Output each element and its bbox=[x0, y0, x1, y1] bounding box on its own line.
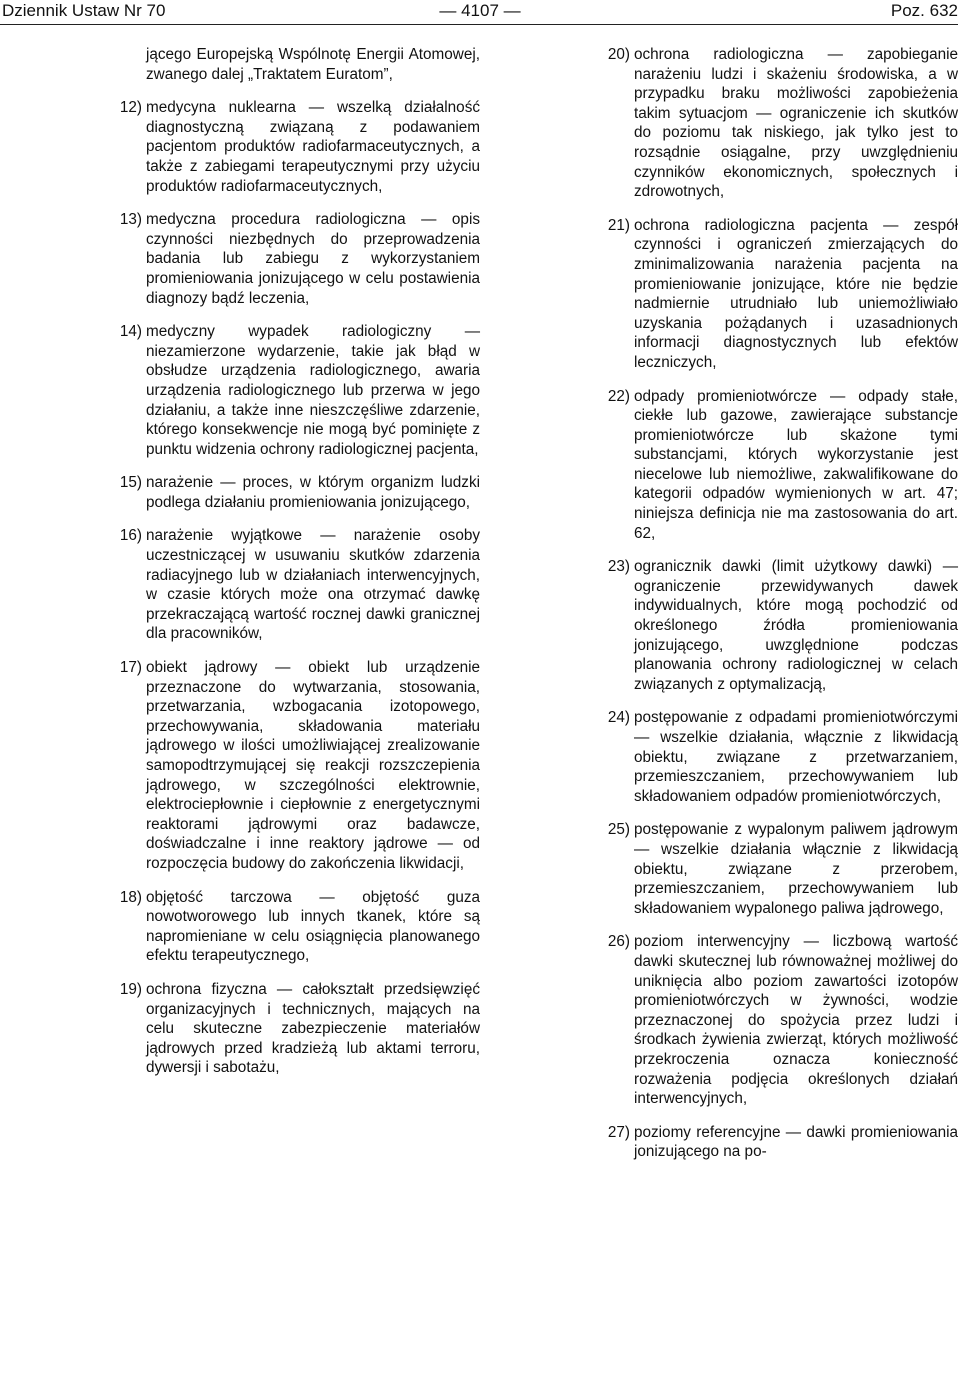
item-number: 26) bbox=[607, 933, 630, 951]
left-column bbox=[102, 45, 480, 1092]
item-text: ochrona radiologiczna pacjenta — zespół czynności i ograniczeń zmierzających do zminimalizowania narażenia pacjenta na promieniowanie jonizujące, które nie będzie nadmiernie utrudniało lub uniemożliwiało uzyskania pożądanych i uzasadnionych informacji diagnostycznych lub efektów leczniczych, bbox=[634, 216, 958, 371]
definition-item bbox=[590, 1123, 958, 1162]
item-text: narażenie wyjątkowe — narażenie osoby uczestniczącej w usuwaniu skutków zdarzenia radiacyjnego lub w działaniach interwencyjnych, w czasie których może ona otrzymać dawkę przekraczającą wartość rocznej dawki granicznej dla pracowników, bbox=[146, 527, 480, 643]
item-text: narażenie — proces, w którym organizm ludzki podlega działaniu promieniowania jonizującego, bbox=[146, 474, 480, 511]
item-text: medyczny wypadek radiologiczny — niezamierzone wydarzenie, takie jak błąd w obsłudze urządzenia radiologicznego, awaria urządzenia radiologicznego lub przerwa w jego działaniu, a także inne nieszczęśliwe zdarzenie, którego konsekwencje nie mogą być pominięte z punktu widzenia ochrony radiologicznej pacjenta, bbox=[146, 323, 480, 458]
definition-item bbox=[102, 888, 480, 966]
item-number: 18) bbox=[119, 888, 142, 906]
item-text: postępowanie z odpadami promieniotwórczymi — wszelkie działania, włącznie z likwidacją obiektu, związane z przetwarzaniem, przemieszczaniem, przechowywaniem lub składowaniem odpadów promieniotwórczych, bbox=[634, 709, 958, 805]
position-number: Poz. 632 bbox=[890, 1, 958, 20]
item-text: poziomy referencyjne — dawki promieniowania jonizującego na po- bbox=[634, 1123, 958, 1161]
item-text: ochrona fizyczna — całokształt przedsięwzięć organizacyjnych i technicznych, mających na celu skuteczne zabezpieczenie materiałów jądrowych przed kradzieżą lub aktami terroru, dywersji i sabotażu, bbox=[146, 980, 480, 1077]
item-text: objętość tarczowa — objętość guza nowotworowego lub innych tkanek, które są napromieniane w celu osiągnięcia planowanego efektu terapeutycznego, bbox=[146, 888, 480, 965]
item-text: medyczna procedura radiologiczna — opis czynności niezbędnych do przeprowadzenia badania lub zabiegu z wykorzystaniem promieniowania jonizującego w celu postawienia diagnozy bądź leczenia, bbox=[146, 211, 480, 307]
header-rule bbox=[0, 24, 958, 25]
definition-item bbox=[590, 387, 958, 544]
definition-item bbox=[102, 322, 480, 459]
item-text: odpady promieniotwórcze — odpady stałe, ciekłe lub gazowe, zawierające substancje promieniotwórcze lub skażone tymi substancjami, których wykorzystanie jest niecelowe lub niemożliwe, zakwalifikowane do kategorii odpadów wymienionych w art. 47; niniejsza definicja nie ma zastosowania do art. 62, bbox=[634, 387, 958, 542]
definition-item bbox=[102, 210, 480, 308]
item-number: 22) bbox=[607, 387, 630, 405]
journal-title: Dziennik Ustaw Nr 70 bbox=[2, 1, 166, 20]
item-number: 19) bbox=[119, 980, 142, 998]
item-number: 17) bbox=[119, 659, 142, 677]
item-number: 12) bbox=[119, 99, 142, 117]
definition-item bbox=[590, 820, 958, 918]
item-number: 23) bbox=[607, 558, 630, 576]
item-number: 27) bbox=[607, 1123, 630, 1141]
item-number: 13) bbox=[119, 211, 142, 229]
item-text: postępowanie z wypalonym paliwem jądrowym — wszelkie działania włącznie z likwidacją obiektu, związane z przerobem, przemieszczaniem, przechowywaniem lub składowaniem wypalonego paliwa jądrowego, bbox=[634, 821, 958, 917]
item-number: 15) bbox=[119, 474, 142, 492]
definition-item bbox=[590, 708, 958, 806]
item-number: 14) bbox=[119, 323, 142, 341]
page-number: — 4107 — bbox=[439, 1, 521, 20]
definition-item bbox=[102, 473, 480, 512]
right-column bbox=[590, 45, 958, 1176]
definition-item bbox=[590, 45, 958, 202]
item-number: 20) bbox=[607, 46, 630, 63]
definition-item bbox=[102, 980, 480, 1078]
item-number: 24) bbox=[607, 709, 630, 727]
item-text: ogranicznik dawki (limit użytkowy dawki) — ograniczenie przewidywanych dawek indywidualnych, które mogą pochodzić od określonego źródła promieniowania jonizującego, uwzględnione podczas planowania ochrony radiologicznej w celach związanych z optymalizacją, bbox=[634, 558, 958, 693]
item-text: ochrona radiologiczna — zapobieganie narażeniu ludzi i skażeniu środowiska, a w przypadku braku możliwości zapobieżenia takim sytuacjom — ograniczenie ich skutków do poziomu tak niskiego, jak tylko jest to rozsądnie osiągalne, przy uwzględnieniu czynników ekonomicznych, społecznych i zdrowotnych, bbox=[634, 46, 958, 201]
item-number: 16) bbox=[119, 527, 142, 545]
item-text: medycyna nuklearna — wszelką działalność diagnostyczną związaną z podawaniem pacjentom produktów radiofarmaceutycznych, a także z zabiegami terapeutycznymi przy użyciu produktów radiofarmaceutycznych, bbox=[146, 99, 480, 195]
definition-item bbox=[102, 98, 480, 196]
continuation-text: jącego Europejską Wspólnotę Energii Atomowej, zwanego dalej „Traktatem Euratom”, bbox=[146, 46, 480, 83]
page-header bbox=[0, 0, 960, 22]
item-number: 21) bbox=[607, 216, 630, 234]
item-number: 25) bbox=[607, 821, 630, 839]
item-text: obiekt jądrowy — obiekt lub urządzenie przeznaczone do wytwarzania, stosowania, przetwarzania, wzbogacania izotopowego, przechowywania, składowania materiału jądrowego w ilości umożliwiającej zrealizowanie samopodtrzymującej się reakcji rozszczepienia jądrowego, w szczególności elektrownie, elektrociepłownie i ciepłownie z energetycznymi reaktorami jądrowymi oraz badawcze, doświadczalne i inne reaktory jądrowe — od rozpoczęcia budowy do zakończenia likwidacji, bbox=[146, 659, 480, 872]
definition-item bbox=[102, 526, 480, 644]
definition-item bbox=[590, 932, 958, 1108]
definition-item bbox=[590, 216, 958, 373]
item-text: poziom interwencyjny — liczbową wartość dawki skutecznej lub równoważnej możliwej do uniknięcia albo poziom zawartości izotopów promieniotwórczych w żywności, wodzie przeznaczonej do spożycia przez ludzi i środkach żywienia zwierząt, których możliwość przekroczenia oznacza konieczność rozważenia podjęcia określonych działań interwencyjnych, bbox=[634, 933, 958, 1108]
definition-item bbox=[590, 557, 958, 694]
definition-item bbox=[102, 658, 480, 874]
